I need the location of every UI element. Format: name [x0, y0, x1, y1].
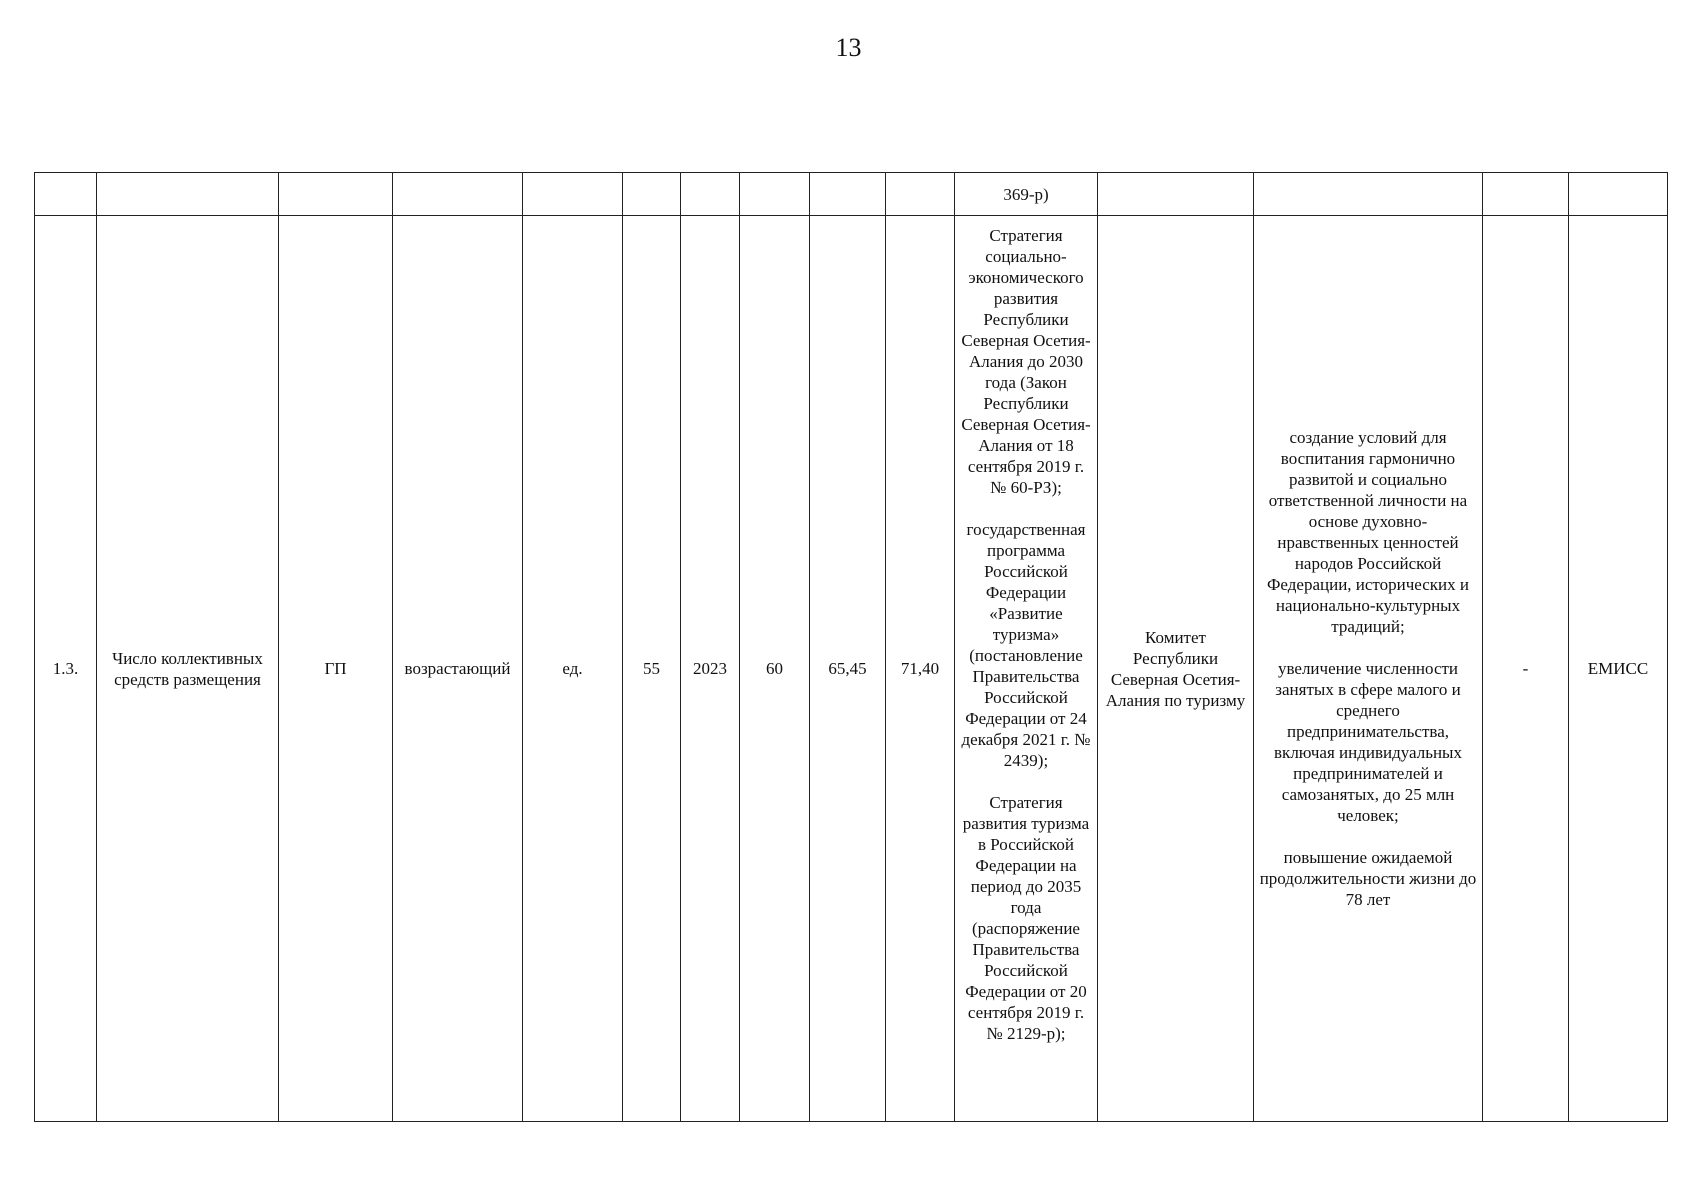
goal-paragraph: создание условий для воспитания гармонично развитой и социально ответственной личности на основе духовно-нравственных ценностей народов Российской Федерации, исторических и национально-культурных традиций;	[1267, 428, 1469, 636]
trend-cell: возрастающий	[393, 216, 523, 1122]
level-cell: ГП	[279, 216, 393, 1122]
value-1-cell: 60	[740, 216, 810, 1122]
row-number-cell: 1.3.	[35, 216, 97, 1122]
table-cell	[1483, 173, 1569, 216]
table-cell	[393, 173, 523, 216]
unit-cell: ед.	[523, 216, 623, 1122]
table-continuation-row	[35, 173, 1668, 216]
table-cell	[810, 173, 886, 216]
table-cell	[1254, 173, 1483, 216]
table-cell	[97, 173, 279, 216]
continuation-sources-cell: 369-р)	[955, 173, 1098, 216]
info-system-cell: ЕМИСС	[1569, 216, 1668, 1122]
table-cell	[523, 173, 623, 216]
source-paragraph: Стратегия социально-экономического развития Республики Северная Осетия-Алания до 2030 года (Закон Республики Северная Осетия-Алания от 18 сентября 2019 г. № 60-РЗ);	[961, 226, 1091, 497]
table-cell	[623, 173, 681, 216]
indicator-name-cell: Число коллективных средств размещения	[97, 216, 279, 1122]
goal-paragraph: повышение ожидаемой продолжительности жизни до 78 лет	[1259, 848, 1477, 909]
base-value-cell: 55	[623, 216, 681, 1122]
value-2-cell: 65,45	[810, 216, 886, 1122]
goal-paragraph: увеличение численности занятых в сфере малого и среднего предпринимательства, включая индивидуальных предпринимателей и самозанятых, до 25 млн человек;	[1274, 659, 1462, 825]
table-cell	[35, 173, 97, 216]
indicators-table	[34, 172, 1668, 1122]
related-cell: -	[1483, 216, 1569, 1122]
table-cell	[740, 173, 810, 216]
goals-cell	[1254, 216, 1483, 1122]
responsible-cell: Комитет Республики Северная Осетия-Алания по туризму	[1098, 216, 1254, 1122]
value-3-cell: 71,40	[886, 216, 955, 1122]
table-cell	[279, 173, 393, 216]
table-row	[35, 216, 1668, 1122]
source-paragraph: Стратегия развития туризма в Российской Федерации на период до 2035 года (распоряжение Правительства Российской Федерации от 20 сентября 2019 г. № 2129-р);	[962, 793, 1090, 1043]
sources-cell	[955, 216, 1098, 1122]
table-cell	[1569, 173, 1668, 216]
table-cell	[886, 173, 955, 216]
table-cell	[1098, 173, 1254, 216]
page-number: 13	[835, 33, 862, 62]
source-paragraph: государственная программа Российской Федерации «Развитие туризма» (постановление Правительства Российской Федерации от 24 декабря 2021 г. № 2439);	[961, 520, 1091, 770]
table-cell	[681, 173, 740, 216]
base-year-cell: 2023	[681, 216, 740, 1122]
